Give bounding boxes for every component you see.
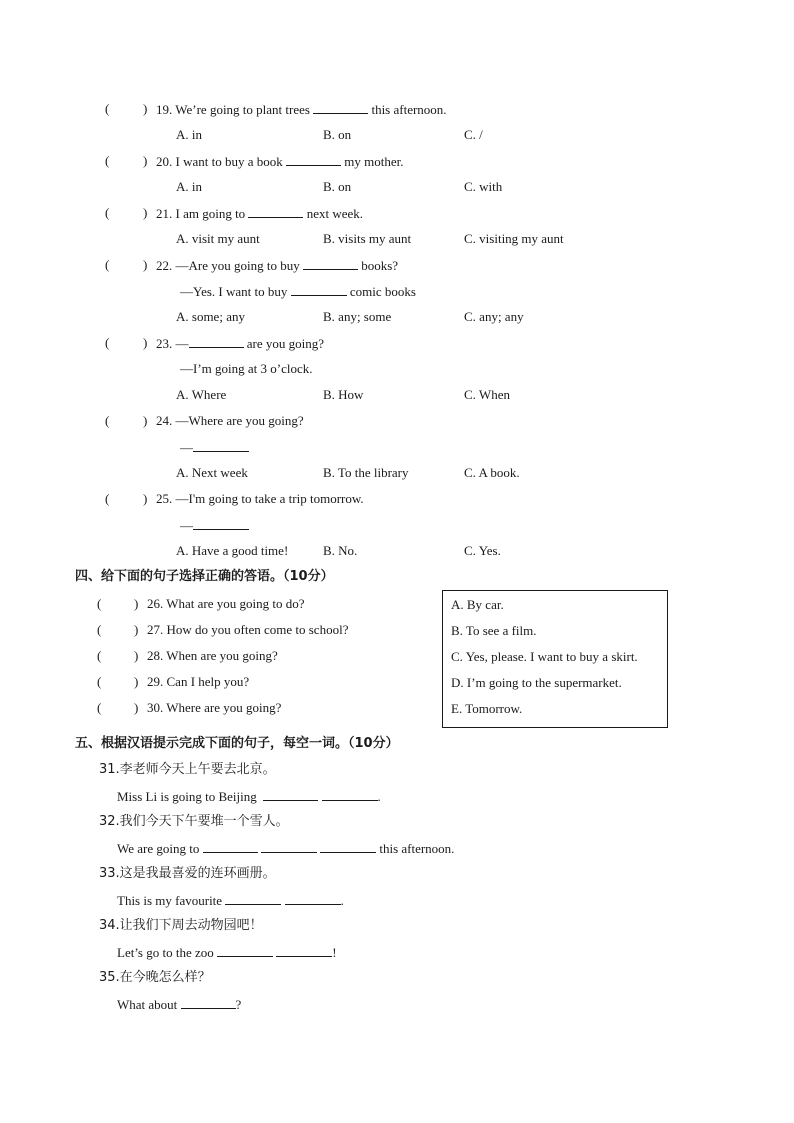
answer-blank[interactable] <box>322 788 378 801</box>
question-25-reply: — <box>180 517 249 534</box>
section-4-title: 四、给下面的句子选择正确的答语。（10分） <box>75 569 334 584</box>
paren-close: ) <box>143 491 148 506</box>
option-b[interactable]: B. on <box>323 127 352 142</box>
question-25: 25. —I'm going to take a trip tomorrow. <box>156 491 364 506</box>
answer-blank[interactable] <box>291 283 347 296</box>
paren-close: ) <box>134 622 139 637</box>
paren-open: ( <box>105 257 110 272</box>
answer-blank[interactable] <box>313 101 368 114</box>
answer-blank[interactable] <box>303 257 358 270</box>
question-20: 20. I want to buy a book my mother. <box>156 154 404 169</box>
sentence-34: Let’s go to the zoo ! <box>117 945 337 960</box>
paren-close: ) <box>134 700 139 715</box>
option-a[interactable]: A. in <box>176 179 202 194</box>
answer-option-c[interactable]: C. Yes, please. I want to buy a skirt. <box>451 649 638 664</box>
prompt-35: 35.在今晚怎么样？ <box>99 970 211 985</box>
option-c[interactable]: C. / <box>464 127 483 142</box>
option-b[interactable]: B. visits my aunt <box>323 231 412 246</box>
question-28: 28. When are you going? <box>147 648 278 663</box>
paren-close: ) <box>143 153 148 168</box>
option-a[interactable]: A. Where <box>176 387 227 402</box>
question-24: 24. —Where are you going? <box>156 413 304 428</box>
paren-open: ( <box>97 700 102 715</box>
question-26: 26. What are you going to do? <box>147 596 305 611</box>
option-a[interactable]: A. Next week <box>176 465 248 480</box>
paren-close: ) <box>143 413 148 428</box>
paren-close: ) <box>143 101 148 116</box>
paren-close: ) <box>134 648 139 663</box>
option-b[interactable]: B. To the library <box>323 465 409 480</box>
paren-open: ( <box>97 648 102 663</box>
paren-open: ( <box>105 413 110 428</box>
prompt-34: 34.让我们下周去动物园吧！ <box>99 918 263 933</box>
option-b[interactable]: B. How <box>323 387 364 402</box>
answer-blank[interactable] <box>217 944 273 957</box>
sentence-35: What about ? <box>117 997 242 1012</box>
sentence-33: This is my favourite . <box>117 893 344 908</box>
paren-open: ( <box>97 622 102 637</box>
question-27: 27. How do you often come to school? <box>147 622 349 637</box>
prompt-32: 32.我们今天下午要堆一个雪人。 <box>99 814 289 829</box>
answer-option-a[interactable]: A. By car. <box>451 597 504 612</box>
paren-open: ( <box>97 674 102 689</box>
question-22-reply: —Yes. I want to buy comic books <box>180 284 416 299</box>
sentence-31: Miss Li is going to Beijing . <box>117 789 381 804</box>
paren-close: ) <box>143 335 148 350</box>
paren-close: ) <box>134 596 139 611</box>
answer-options-box <box>442 590 668 728</box>
prompt-33: 33.这是我最喜爱的连环画册。 <box>99 866 276 881</box>
answer-blank[interactable] <box>263 788 318 801</box>
paren-open: ( <box>105 491 110 506</box>
paren-open: ( <box>105 205 110 220</box>
answer-option-d[interactable]: D. I’m going to the supermarket. <box>451 675 622 690</box>
sentence-32: We are going to this afternoon. <box>117 841 455 856</box>
answer-blank[interactable] <box>203 840 258 853</box>
answer-blank[interactable] <box>261 840 317 853</box>
option-a[interactable]: A. some; any <box>176 309 245 324</box>
answer-blank[interactable] <box>285 892 341 905</box>
option-c[interactable]: C. visiting my aunt <box>464 231 564 246</box>
answer-blank[interactable] <box>193 517 249 530</box>
paren-close: ) <box>143 257 148 272</box>
answer-blank[interactable] <box>181 996 236 1009</box>
section-5-title: 五、根据汉语提示完成下面的句子，每空一词。（10分） <box>75 736 399 751</box>
option-c[interactable]: C. Yes. <box>464 543 501 558</box>
option-c[interactable]: C. A book. <box>464 465 520 480</box>
answer-blank[interactable] <box>248 205 303 218</box>
question-21: 21. I am going to next week. <box>156 206 363 221</box>
question-30: 30. Where are you going? <box>147 700 282 715</box>
option-a[interactable]: A. in <box>176 127 202 142</box>
question-22: 22. —Are you going to buy books? <box>156 258 399 273</box>
option-a[interactable]: A. visit my aunt <box>176 231 260 246</box>
answer-blank[interactable] <box>225 892 281 905</box>
question-24-reply: — <box>180 439 249 456</box>
paren-close: ) <box>143 205 148 220</box>
paren-open: ( <box>105 153 110 168</box>
option-c[interactable]: C. with <box>464 179 503 194</box>
option-c[interactable]: C. any; any <box>464 309 524 324</box>
answer-blank[interactable] <box>193 439 249 452</box>
question-23-reply: —I’m going at 3 o’clock. <box>180 361 313 376</box>
prompt-31: 31.李老师今天上午要去北京。 <box>99 762 276 777</box>
option-b[interactable]: B. any; some <box>323 309 392 324</box>
paren-close: ) <box>134 674 139 689</box>
option-b[interactable]: B. No. <box>323 543 358 558</box>
option-c[interactable]: C. When <box>464 387 510 402</box>
paren-open: ( <box>105 101 110 116</box>
question-29: 29. Can I help you? <box>147 674 250 689</box>
paren-open: ( <box>97 596 102 611</box>
answer-option-b[interactable]: B. To see a film. <box>451 623 537 638</box>
answer-blank[interactable] <box>276 944 332 957</box>
question-23: 23. — are you going? <box>156 336 325 351</box>
answer-blank[interactable] <box>286 153 341 166</box>
option-b[interactable]: B. on <box>323 179 352 194</box>
paren-open: ( <box>105 335 110 350</box>
answer-option-e[interactable]: E. Tomorrow. <box>451 701 523 716</box>
answer-blank[interactable] <box>320 840 376 853</box>
question-19: 19. We’re going to plant trees this afternoon. <box>156 102 447 117</box>
option-a[interactable]: A. Have a good time! <box>176 543 289 558</box>
answer-blank[interactable] <box>189 335 244 348</box>
